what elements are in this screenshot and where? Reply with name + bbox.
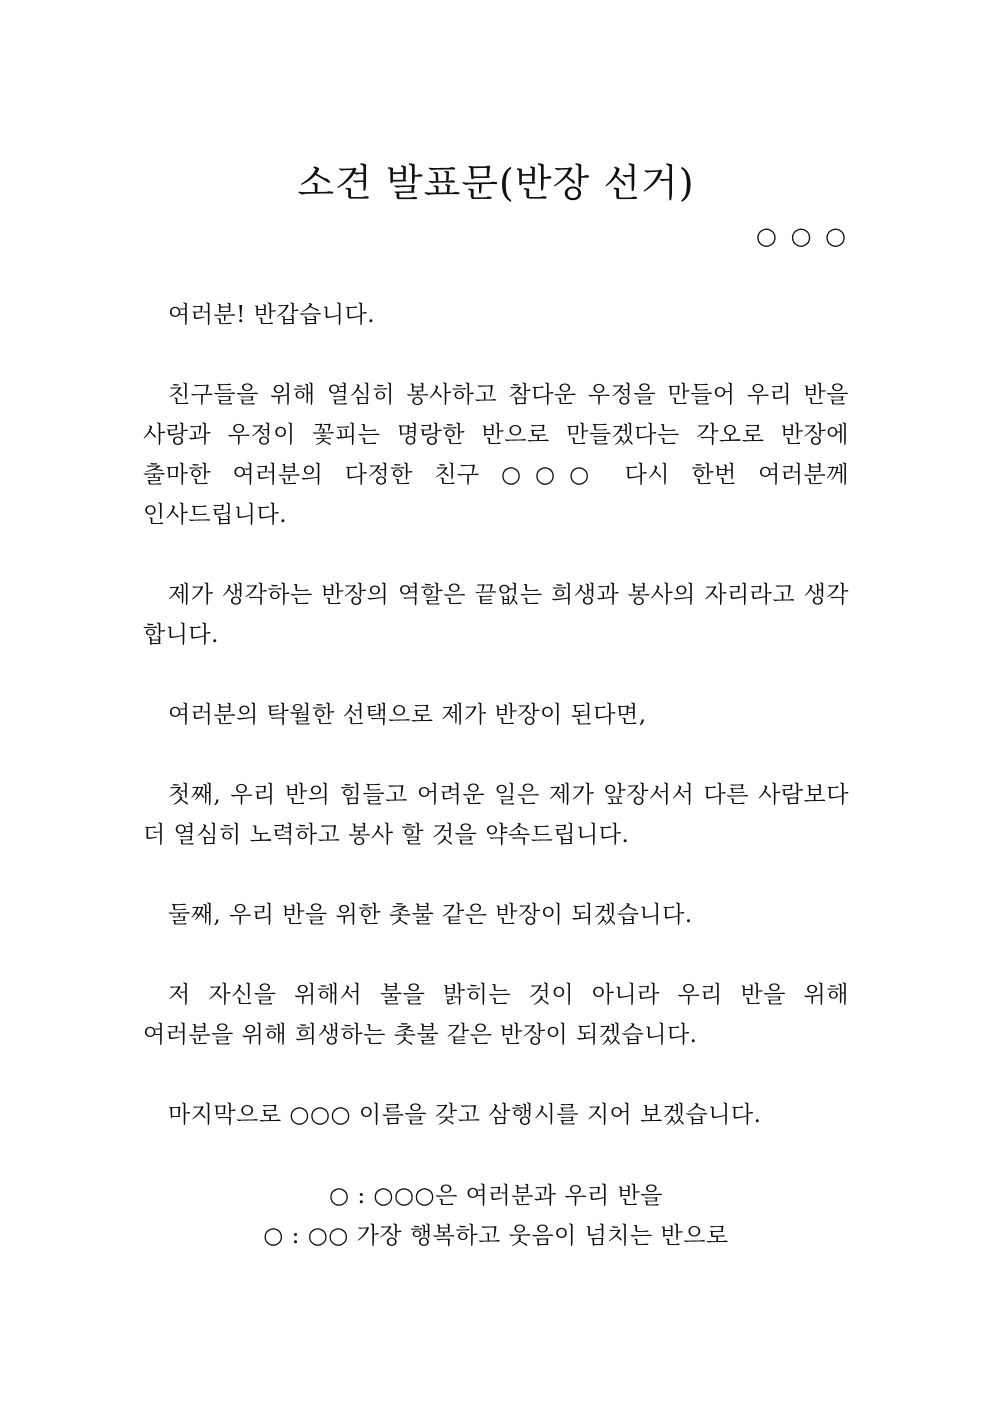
paragraph-if-elected: 여러분의 탁월한 선택으로 제가 반장이 된다면, [168, 702, 647, 728]
poem-line: ○ : ○○ 가장 행복하고 웃음이 넘치는 반으로 [263, 1223, 729, 1249]
paragraph-first-promise: 첫째, 우리 반의 힘들고 어려운 일은 제가 앞장서서 다른 사람보다 더 열심히 노력하고 봉사 할 것을 약속드립니다. [143, 782, 849, 848]
acrostic-poem [0, 1176, 992, 1256]
paragraph-introduction: 친구들을 위해 열심히 봉사하고 참다운 우정을 만들어 우리 반을 사랑과 우정이 꽃피는 명랑한 반으로 만들겠다는 각오로 반장에 출마한 여러분의 다정한 친구 ○○○ 다시 한번 여러분께 인사드립니다. [143, 382, 849, 528]
author-name: ○ ○ ○ [755, 222, 849, 250]
paragraph-candle: 저 자신을 위해서 불을 밝히는 것이 아니라 우리 반을 위해 여러분을 위해 희생하는 촛불 같은 반장이 되겠습니다. [143, 982, 849, 1048]
paragraph-greeting: 여러분! 반갑습니다. [168, 302, 376, 328]
document-title: 소견 발표문(반장 선거) [297, 161, 695, 205]
paragraph-role: 제가 생각하는 반장의 역할은 끝없는 희생과 봉사의 자리라고 생각 합니다. [143, 582, 849, 648]
paragraph-second-promise: 둘째, 우리 반을 위한 촛불 같은 반장이 되겠습니다. [168, 902, 693, 928]
document-body [143, 295, 849, 1175]
paragraph-closing: 마지막으로 ○○○ 이름을 갖고 삼행시를 지어 보겠습니다. [168, 1102, 762, 1128]
poem-line: ○ : ○○○은 여러분과 우리 반을 [328, 1183, 664, 1209]
